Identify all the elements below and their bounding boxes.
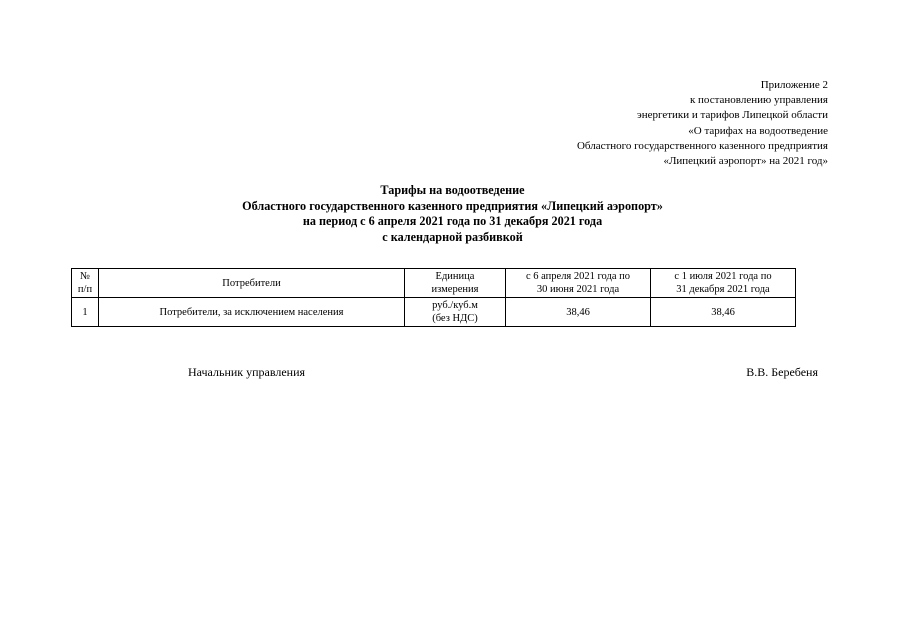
appendix-line: Областного государственного казенного предприятия: [576, 139, 828, 152]
cell-num: 1: [72, 298, 99, 327]
appendix-line: «О тарифах на водоотведение: [688, 124, 828, 137]
header-num-line2: п/п: [77, 284, 93, 295]
title-line: Областного государственного казенного предприятия «Липецкий аэропорт»: [242, 198, 663, 213]
title-line: на период с 6 апреля 2021 года по 31 декабря 2021 года: [302, 214, 603, 228]
cell-period1-value: 38,46: [506, 298, 651, 327]
header-period2-line2: 31 декабря 2021 года: [676, 284, 770, 295]
header-unit-line1: Единица: [435, 271, 475, 282]
appendix-line: энергетики и тарифов Липецкой области: [636, 109, 828, 122]
cell-unit-line2: (без НДС): [432, 313, 478, 324]
header-period1-line2: 30 июня 2021 года: [536, 284, 620, 295]
cell-period2-value: 38,46: [651, 298, 796, 327]
header-period-2: [651, 269, 796, 298]
header-consumers: Потребители: [99, 269, 405, 298]
header-period1-line1: с 6 апреля 2021 года по: [525, 271, 631, 282]
document-title: [0, 183, 905, 245]
appendix-line: «Липецкий аэропорт» на 2021 год»: [663, 155, 828, 168]
cell-unit: [405, 298, 506, 327]
signature-name: В.В. Беребеня: [746, 365, 818, 379]
signature-position: Начальник управления: [188, 365, 306, 379]
appendix-header: [577, 78, 828, 169]
header-unit-line2: измерения: [431, 284, 479, 295]
header-num: [72, 269, 99, 298]
appendix-line: Приложение 2: [760, 79, 828, 91]
appendix-line: к постановлению управления: [689, 94, 828, 107]
cell-unit-line1: руб./куб.м: [432, 300, 478, 311]
table-header-row: [72, 269, 796, 298]
table-row: [72, 298, 796, 327]
header-period2-line1: с 1 июля 2021 года по: [674, 271, 772, 282]
header-unit: [405, 269, 506, 298]
title-line: с календарной разбивкой: [382, 229, 523, 244]
header-num-line1: №: [79, 271, 91, 282]
tariffs-table: [71, 268, 796, 327]
cell-consumer: Потребители, за исключением населения: [99, 298, 405, 327]
title-line: Тарифы на водоотведение: [380, 183, 525, 197]
header-period-1: [506, 269, 651, 298]
